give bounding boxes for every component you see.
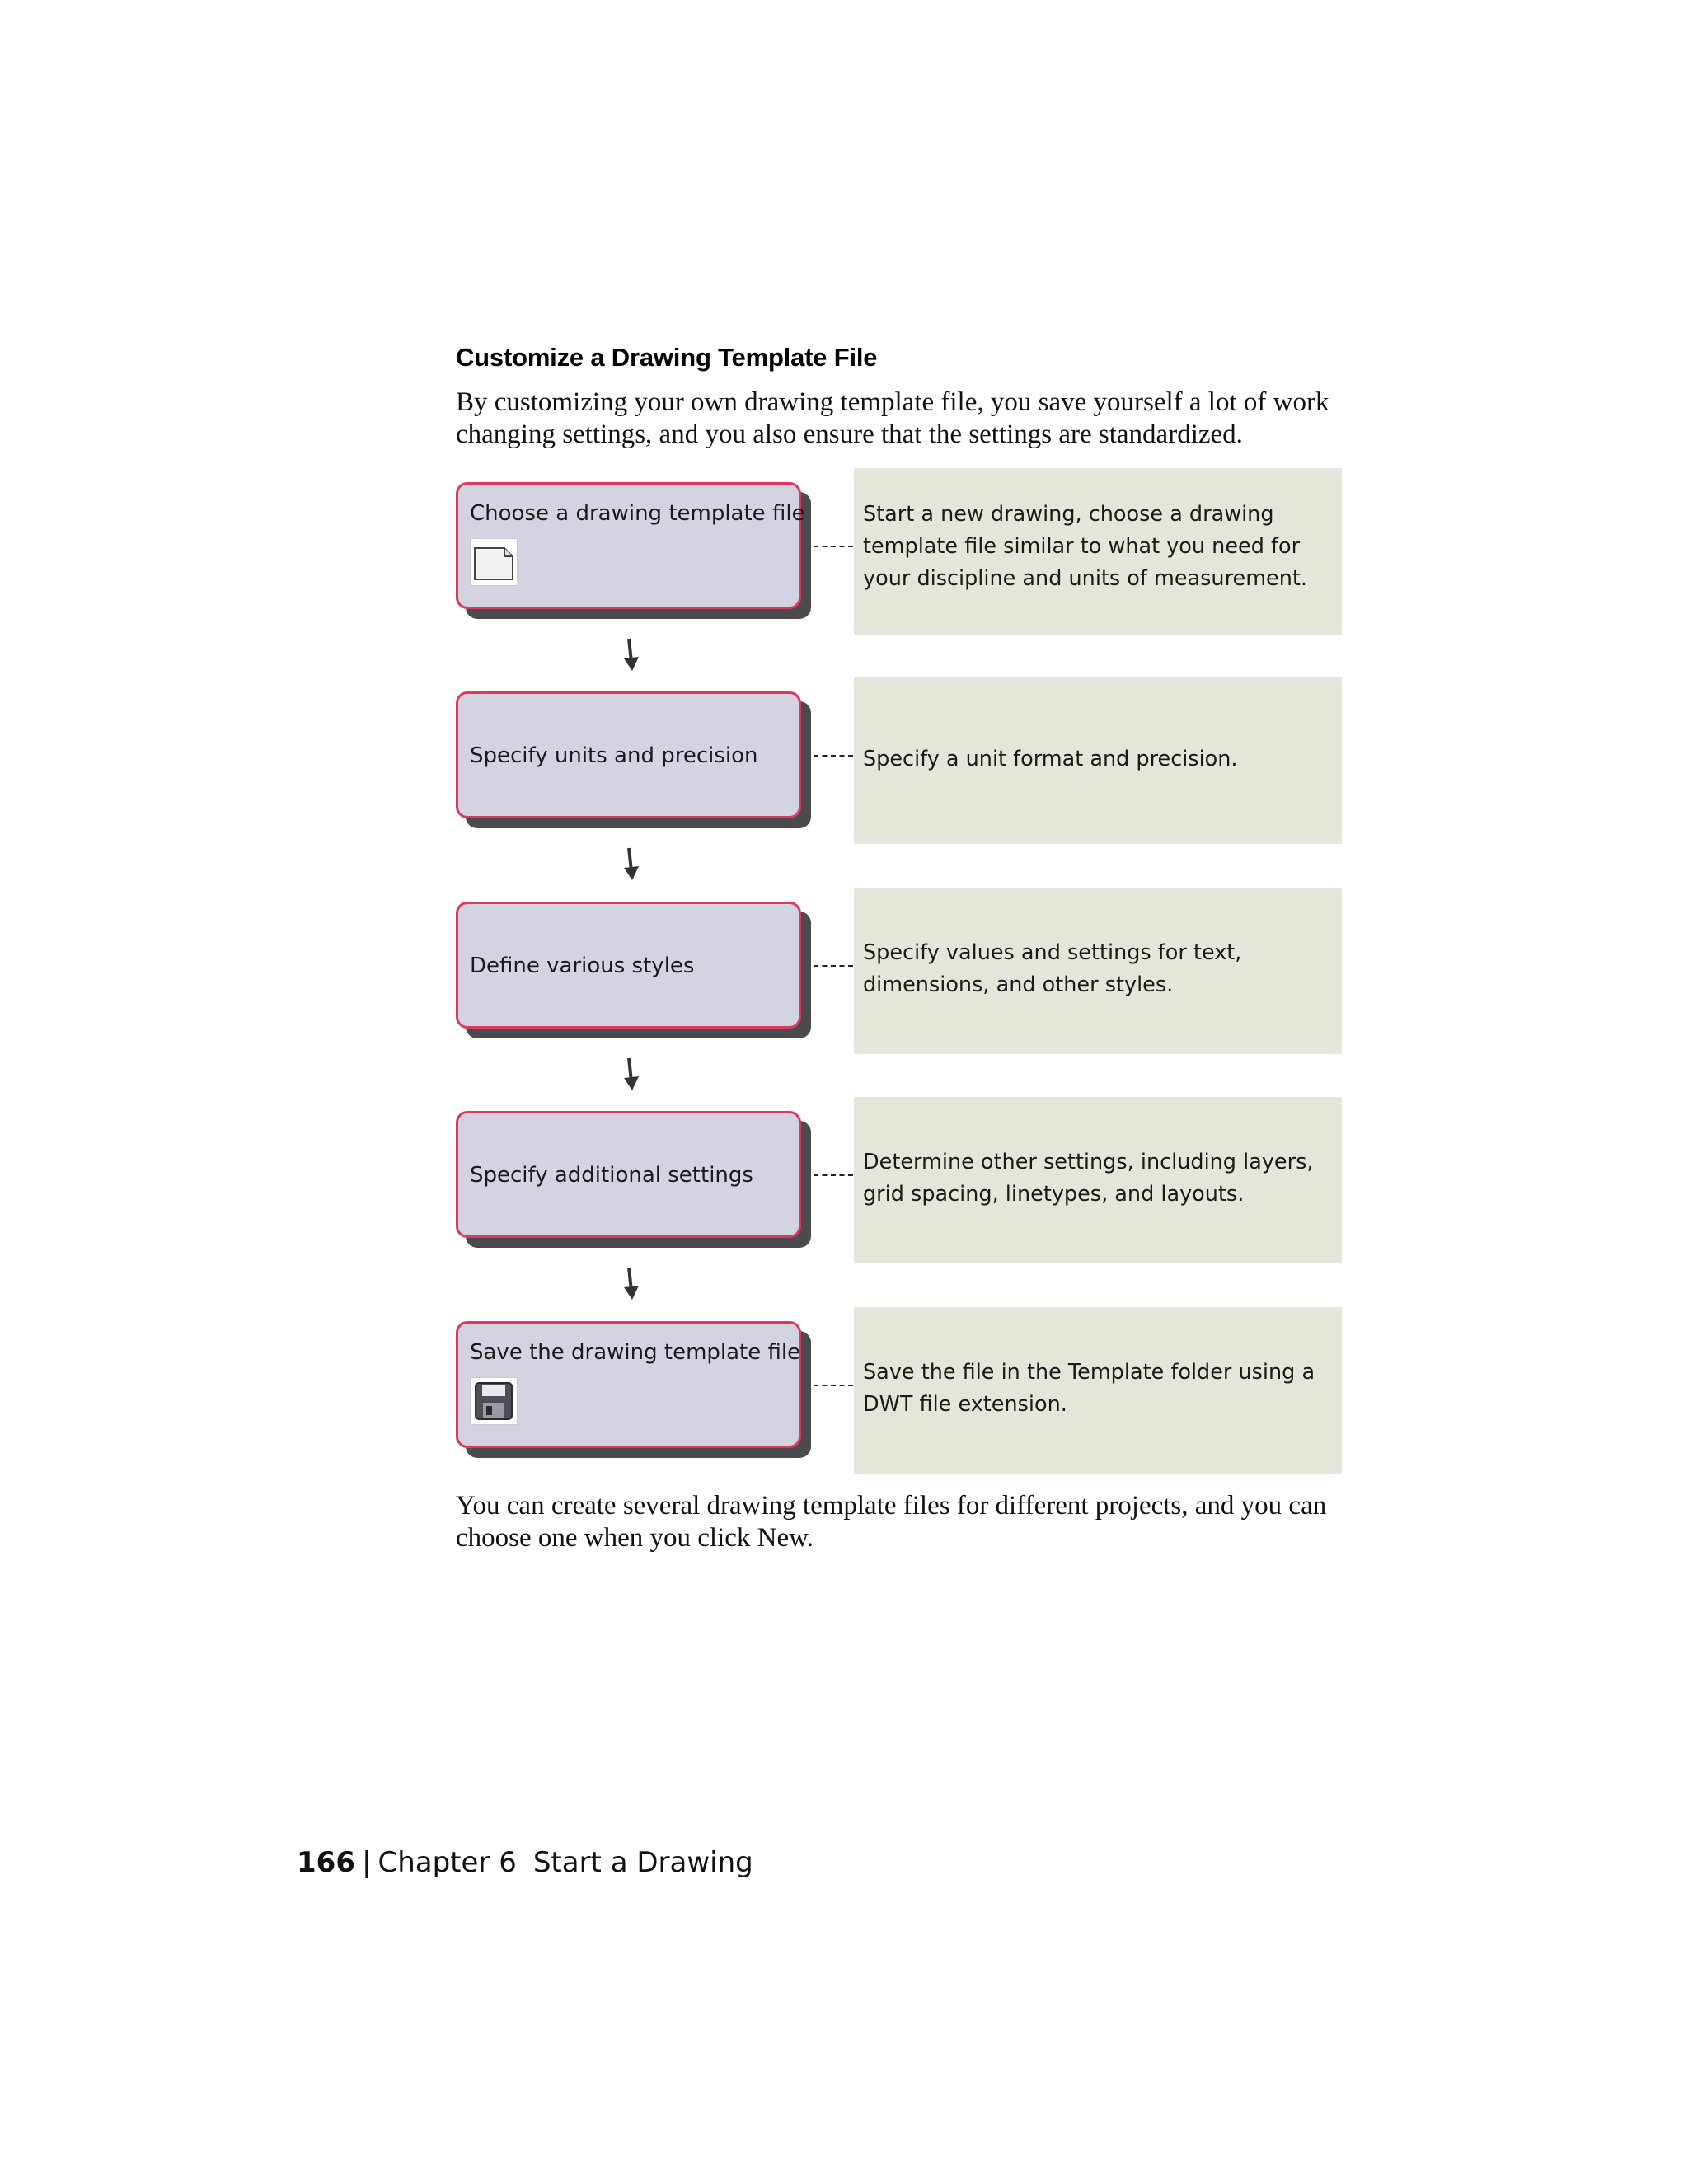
step-box bbox=[456, 1111, 801, 1238]
step-description: Save the file in the Template folder using a DWT file extension. bbox=[863, 1360, 1315, 1417]
step-box bbox=[456, 902, 801, 1029]
step-description-box bbox=[854, 1097, 1342, 1263]
flow-step-choose-template bbox=[456, 468, 1342, 635]
flow-step-additional-settings bbox=[456, 1097, 1342, 1263]
step-label: Define various styles bbox=[470, 954, 695, 978]
process-flowchart bbox=[456, 468, 1342, 1475]
step-box bbox=[456, 482, 805, 609]
page-number: 166 bbox=[297, 1846, 355, 1879]
outro-paragraph: You can create several drawing template files for different projects, and you can choose one when you click New. bbox=[456, 1491, 1327, 1553]
dashed-connector bbox=[814, 546, 853, 547]
step-description: Determine other settings, including layers, grid spacing, linetypes, and layouts. bbox=[863, 1150, 1314, 1207]
chapter-label: Chapter 6 bbox=[377, 1846, 517, 1879]
floppy-disk-icon bbox=[470, 1377, 518, 1425]
down-arrow-icon bbox=[619, 1057, 642, 1093]
step-description: Specify values and settings for text, dimensions, and other styles. bbox=[863, 940, 1242, 997]
step-description-box bbox=[854, 677, 1342, 844]
intro-paragraph: By customizing your own drawing template file, you save yourself a lot of work changing settings, and you also ensure that the settings are standardized. bbox=[456, 387, 1329, 449]
footer-separator: | bbox=[361, 1846, 372, 1879]
dashed-connector bbox=[814, 1174, 853, 1176]
flow-step-save-template bbox=[456, 1307, 1342, 1474]
step-label: Save the drawing template file bbox=[470, 1340, 801, 1365]
down-arrow-icon bbox=[619, 637, 642, 673]
flow-step-units-precision bbox=[456, 677, 1342, 844]
dashed-connector bbox=[814, 965, 853, 967]
section-heading: Customize a Drawing Template File bbox=[456, 343, 878, 372]
page-footer bbox=[297, 1846, 753, 1879]
dashed-connector bbox=[814, 1385, 853, 1386]
down-arrow-icon bbox=[619, 1266, 642, 1302]
step-box bbox=[456, 691, 801, 818]
dashed-connector bbox=[814, 755, 853, 757]
step-description-box bbox=[854, 468, 1342, 635]
step-description-box bbox=[854, 1307, 1342, 1474]
flow-step-define-styles bbox=[456, 888, 1342, 1054]
step-label: Choose a drawing template file bbox=[470, 501, 805, 526]
step-box bbox=[456, 1321, 801, 1448]
down-arrow-icon bbox=[619, 846, 642, 883]
step-label: Specify additional settings bbox=[470, 1163, 753, 1188]
step-description-box bbox=[854, 888, 1342, 1054]
chapter-title: Start a Drawing bbox=[532, 1846, 753, 1879]
step-description: Start a new drawing, choose a drawing template file similar to what you need for your discipline and units of measurement. bbox=[863, 502, 1307, 591]
step-description: Specify a unit format and precision. bbox=[863, 747, 1238, 771]
blank-document-icon bbox=[470, 538, 518, 586]
step-label: Specify units and precision bbox=[470, 743, 758, 768]
